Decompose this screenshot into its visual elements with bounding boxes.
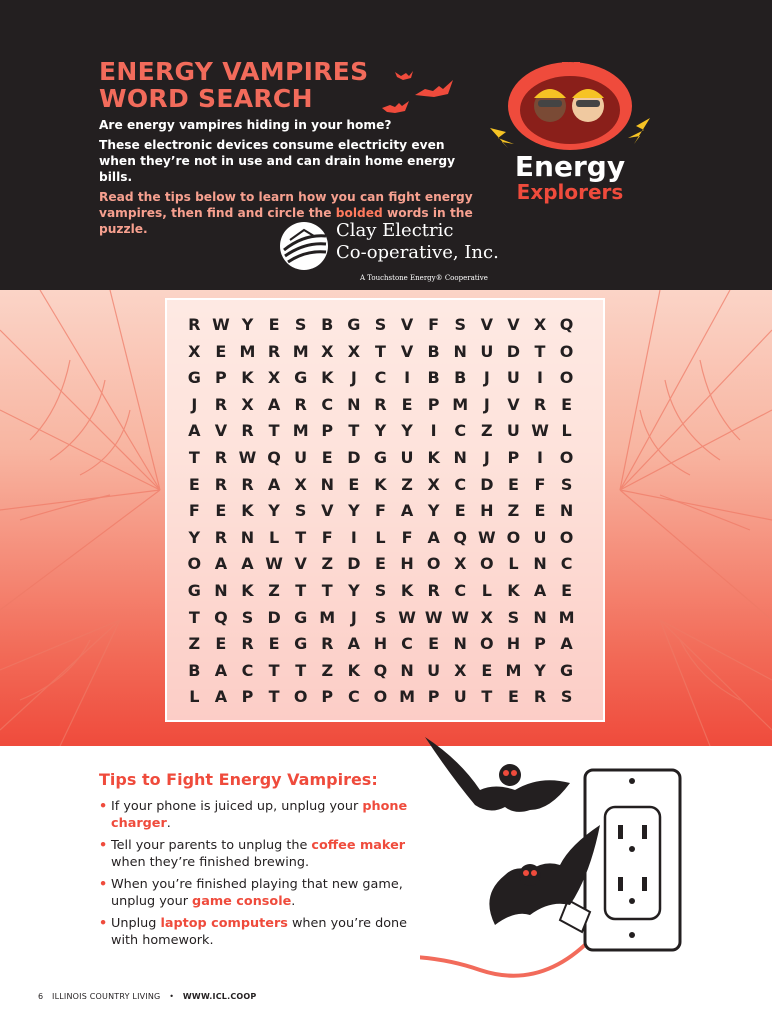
puzzle-letter[interactable]: O — [480, 554, 494, 574]
puzzle-letter[interactable]: P — [241, 687, 254, 707]
tip-text-pre: If your phone is juiced up, unplug your — [111, 799, 363, 814]
puzzle-letter[interactable]: U — [294, 447, 308, 467]
puzzle-letter[interactable]: N — [533, 607, 547, 627]
puzzle-letter[interactable]: R — [267, 341, 281, 361]
puzzle-letter[interactable]: Z — [481, 421, 493, 441]
clay-electric-name — [336, 220, 499, 264]
clay-electric-emblem-icon — [278, 220, 330, 272]
puzzle-letter[interactable]: X — [267, 368, 281, 388]
puzzle-letter[interactable]: E — [215, 634, 227, 654]
tip-item — [99, 876, 431, 910]
puzzle-letter[interactable]: U — [480, 341, 494, 361]
puzzle-letter[interactable]: Y — [348, 580, 360, 600]
puzzle-letter[interactable]: O — [559, 368, 574, 388]
puzzle-letter[interactable]: O — [559, 527, 574, 547]
puzzle-letter[interactable]: R — [294, 394, 307, 414]
puzzle-letter[interactable]: W — [424, 607, 443, 627]
puzzle-letter[interactable]: R — [214, 447, 228, 467]
tip-keyword: phone charger — [111, 799, 408, 831]
puzzle-letter[interactable]: K — [321, 368, 334, 388]
puzzle-letter[interactable]: E — [268, 315, 280, 334]
puzzle-letter[interactable]: C — [454, 421, 467, 441]
letter-grid[interactable] — [181, 312, 580, 711]
bullet: • — [99, 799, 108, 814]
puzzle-letter[interactable]: Y — [401, 421, 413, 441]
tips-section — [99, 770, 439, 954]
puzzle-letter[interactable]: G — [294, 634, 308, 654]
tip-text-post: when you’re done with homework. — [111, 916, 408, 948]
puzzle-letter[interactable]: I — [537, 447, 543, 467]
puzzle-letter[interactable]: Q — [373, 660, 388, 680]
puzzle-letter[interactable]: U — [453, 687, 467, 707]
puzzle-letter[interactable]: T — [295, 527, 307, 547]
puzzle-letter[interactable]: C — [454, 580, 467, 600]
puzzle-letter[interactable]: A — [400, 501, 414, 521]
explorers-logo-line-1: Energy — [514, 150, 626, 183]
puzzle-letter[interactable]: Y — [348, 501, 360, 521]
puzzle-letter[interactable]: O — [426, 554, 441, 574]
puzzle-letter[interactable]: W — [238, 447, 257, 467]
tip-text-pre: When you’re finished playing that new game, unplug your — [111, 877, 403, 909]
puzzle-letter[interactable]: L — [268, 527, 280, 547]
puzzle-letter[interactable]: G — [347, 315, 361, 334]
puzzle-letter[interactable]: D — [347, 447, 361, 467]
puzzle-letter[interactable]: H — [400, 554, 414, 574]
puzzle-letter[interactable]: K — [241, 580, 254, 600]
puzzle-letter[interactable]: R — [321, 634, 334, 654]
puzzle-letter[interactable]: V — [507, 315, 520, 334]
puzzle-letter[interactable]: R — [214, 474, 228, 494]
puzzle-letter[interactable]: T — [268, 687, 280, 707]
puzzle-letter[interactable]: F — [188, 501, 200, 521]
clay-name-line-2: Co-operative, Inc. — [336, 242, 499, 263]
puzzle-letter[interactable]: H — [373, 634, 388, 654]
tip-text-pre: Tell your parents to unplug the — [111, 838, 312, 853]
puzzle-letter[interactable]: D — [347, 554, 361, 574]
header-banner — [0, 0, 772, 290]
puzzle-letter[interactable]: E — [188, 474, 200, 494]
puzzle-letter[interactable]: E — [481, 660, 493, 680]
puzzle-letter[interactable]: X — [454, 660, 467, 680]
puzzle-letter[interactable]: C — [347, 687, 360, 707]
puzzle-letter[interactable]: N — [320, 474, 334, 494]
puzzle-letter[interactable]: Y — [188, 527, 201, 547]
power-cord-icon — [420, 940, 590, 990]
puzzle-letter[interactable]: W — [398, 607, 416, 627]
puzzle-letter[interactable]: F — [374, 501, 386, 521]
puzzle-letter[interactable]: Z — [401, 474, 413, 494]
puzzle-letter[interactable]: O — [559, 447, 574, 467]
puzzle-letter[interactable]: H — [480, 501, 494, 521]
puzzle-letter[interactable]: E — [401, 394, 413, 414]
puzzle-letter[interactable]: E — [534, 501, 546, 521]
puzzle-letter[interactable]: G — [294, 368, 308, 388]
puzzle-letter[interactable]: V — [507, 394, 520, 414]
puzzle-letter[interactable]: R — [374, 394, 387, 414]
puzzle-letter[interactable]: J — [483, 368, 490, 388]
intro-bolded-word: bolded — [335, 206, 383, 220]
puzzle-letter[interactable]: R — [214, 394, 228, 414]
puzzle-letter[interactable]: S — [374, 580, 387, 600]
puzzle-letter[interactable]: E — [507, 687, 519, 707]
puzzle-letter[interactable]: R — [241, 634, 254, 654]
puzzle-letter[interactable]: I — [430, 421, 437, 441]
puzzle-letter[interactable]: C — [560, 554, 573, 574]
puzzle-letter[interactable]: A — [241, 554, 254, 574]
puzzle-letter[interactable]: E — [454, 501, 466, 521]
puzzle-letter[interactable]: N — [453, 341, 467, 361]
puzzle-letter[interactable]: P — [534, 634, 546, 654]
puzzle-letter[interactable]: M — [558, 607, 575, 627]
puzzle-letter[interactable]: A — [560, 634, 573, 654]
touchstone-tagline: A Touchstone Energy® Cooperative — [360, 274, 488, 282]
puzzle-letter[interactable]: E — [561, 394, 573, 414]
puzzle-letter[interactable]: X — [188, 341, 201, 361]
puzzle-letter[interactable]: S — [560, 474, 573, 494]
puzzle-letter[interactable]: E — [215, 341, 227, 361]
puzzle-letter[interactable]: A — [214, 554, 228, 574]
puzzle-letter[interactable]: A — [347, 634, 361, 654]
puzzle-letter[interactable]: V — [321, 501, 334, 521]
bat-upper-icon — [425, 737, 570, 812]
puzzle-letter[interactable]: T — [188, 607, 200, 627]
tip-text-post: . — [166, 816, 171, 831]
puzzle-letter[interactable]: F — [428, 315, 440, 334]
puzzle-letter[interactable]: R — [188, 315, 201, 334]
puzzle-letter[interactable]: Y — [241, 315, 254, 334]
puzzle-letter[interactable]: Q — [453, 527, 468, 547]
puzzle-letter[interactable]: V — [294, 554, 307, 574]
puzzle-letter[interactable]: S — [454, 315, 466, 334]
title-line-1: ENERGY VAMPIRES — [99, 57, 369, 86]
word-search-board — [165, 298, 605, 722]
puzzle-letter[interactable]: U — [400, 447, 414, 467]
puzzle-letter[interactable]: S — [507, 607, 520, 627]
puzzle-letter[interactable]: V — [214, 421, 228, 441]
puzzle-letter[interactable]: U — [533, 527, 547, 547]
puzzle-letter[interactable]: O — [373, 687, 388, 707]
puzzle-letter[interactable]: B — [454, 368, 467, 388]
bullet: • — [99, 877, 108, 892]
puzzle-letter[interactable]: G — [560, 660, 574, 680]
puzzle-letter[interactable]: O — [506, 527, 521, 547]
puzzle-letter[interactable]: N — [400, 660, 414, 680]
footer-separator: • — [169, 992, 175, 1001]
puzzle-letter[interactable]: Z — [321, 554, 334, 574]
puzzle-letter[interactable]: J — [350, 607, 357, 627]
puzzle-letter[interactable]: U — [427, 660, 441, 680]
puzzle-letter[interactable]: E — [321, 447, 333, 467]
puzzle-letter[interactable]: S — [241, 607, 254, 627]
puzzle-letter[interactable]: R — [241, 474, 254, 494]
page-number: 6 — [38, 992, 44, 1001]
puzzle-letter[interactable]: O — [187, 554, 202, 574]
puzzle-letter[interactable]: N — [453, 634, 467, 654]
puzzle-letter[interactable]: R — [427, 580, 440, 600]
intro-instructions-part-b: words in the puzzle. — [99, 206, 473, 236]
puzzle-letter[interactable]: D — [480, 474, 494, 494]
tip-text-pre: Unplug — [111, 916, 161, 931]
puzzle-letter[interactable]: E — [374, 554, 386, 574]
puzzle-letter[interactable]: W — [265, 554, 283, 574]
puzzle-letter[interactable]: K — [241, 501, 254, 521]
puzzle-letter[interactable]: A — [533, 580, 547, 600]
puzzle-letter[interactable]: B — [427, 368, 440, 388]
puzzle-letter[interactable]: T — [268, 660, 280, 680]
puzzle-letter[interactable]: W — [212, 315, 230, 334]
puzzle-letter[interactable]: M — [292, 341, 309, 361]
puzzle-letter[interactable]: R — [241, 421, 254, 441]
puzzle-letter[interactable]: R — [533, 394, 547, 414]
puzzle-letter[interactable]: U — [506, 421, 520, 441]
puzzle-letter[interactable]: S — [374, 607, 387, 627]
puzzle-letter[interactable]: O — [293, 687, 308, 707]
intro-question: Are energy vampires hiding in your home? — [99, 118, 392, 132]
puzzle-letter[interactable]: A — [214, 687, 228, 707]
page-footer — [38, 992, 256, 1001]
puzzle-letter[interactable]: E — [268, 634, 280, 654]
puzzle-letter[interactable]: K — [241, 368, 254, 388]
puzzle-letter[interactable]: H — [506, 634, 521, 654]
puzzle-letter[interactable]: X — [427, 474, 440, 494]
puzzle-letter[interactable]: N — [559, 501, 574, 521]
puzzle-letter[interactable]: A — [214, 660, 228, 680]
bullet: • — [99, 838, 108, 853]
puzzle-letter[interactable]: T — [348, 421, 360, 441]
puzzle-letter[interactable]: T — [268, 421, 280, 441]
puzzle-letter[interactable]: N — [533, 554, 547, 574]
magazine-url[interactable]: WWW.ICL.COOP — [182, 992, 257, 1001]
puzzle-letter[interactable]: Z — [188, 634, 201, 654]
bullet: • — [99, 916, 108, 931]
tip-keyword: game console — [192, 894, 292, 909]
puzzle-letter[interactable]: I — [404, 368, 411, 388]
puzzle-letter[interactable]: M — [452, 394, 469, 414]
puzzle-letter[interactable]: U — [506, 368, 520, 388]
puzzle-letter[interactable]: L — [189, 687, 200, 707]
puzzle-letter[interactable]: S — [294, 315, 307, 334]
puzzle-letter[interactable]: P — [507, 447, 520, 467]
puzzle-letter[interactable]: G — [373, 447, 388, 467]
puzzle-letter[interactable]: X — [480, 607, 493, 627]
tip-item — [99, 837, 431, 871]
puzzle-letter[interactable]: N — [453, 447, 467, 467]
puzzle-letter[interactable]: P — [321, 687, 334, 707]
energy-explorers-logo — [470, 58, 670, 208]
puzzle-letter[interactable]: Y — [268, 501, 280, 521]
tip-item — [99, 798, 431, 832]
puzzle-letter[interactable]: R — [214, 527, 228, 547]
puzzle-letter[interactable]: T — [188, 447, 200, 467]
puzzle-letter[interactable]: T — [481, 687, 493, 707]
puzzle-letter[interactable]: S — [560, 687, 573, 707]
puzzle-letter[interactable]: O — [480, 634, 494, 654]
tips-heading: Tips to Fight Energy Vampires: — [99, 770, 378, 789]
puzzle-letter[interactable]: R — [533, 687, 547, 707]
puzzle-letter[interactable]: P — [427, 687, 440, 707]
puzzle-letter[interactable]: L — [481, 580, 492, 600]
puzzle-letter[interactable]: C — [454, 474, 467, 494]
puzzle-letter[interactable]: F — [534, 474, 546, 494]
puzzle-letter[interactable]: C — [401, 634, 413, 654]
page-title — [99, 58, 368, 112]
puzzle-letter[interactable]: J — [191, 394, 198, 414]
puzzle-letter[interactable]: W — [478, 527, 496, 547]
puzzle-letter[interactable]: Y — [534, 660, 546, 680]
puzzle-letter[interactable]: W — [531, 421, 549, 441]
clay-electric-logo — [278, 218, 508, 288]
puzzle-letter[interactable]: X — [533, 315, 547, 334]
puzzle-letter[interactable]: M — [319, 607, 336, 627]
clay-name-line-1: Clay Electric — [336, 220, 454, 241]
puzzle-letter[interactable]: Z — [507, 501, 520, 521]
puzzle-letter[interactable]: I — [350, 527, 357, 547]
puzzle-letter[interactable]: X — [241, 394, 254, 414]
puzzle-letter[interactable]: N — [214, 580, 228, 600]
puzzle-letter[interactable]: K — [507, 580, 520, 600]
intro-description: These electronic devices consume electricity even when they’re not in use and can drain home energy bills. — [99, 138, 456, 184]
puzzle-letter[interactable]: K — [400, 580, 414, 600]
puzzle-letter[interactable]: J — [350, 368, 357, 388]
puzzle-letter[interactable]: L — [508, 554, 519, 574]
puzzle-section — [0, 290, 772, 746]
puzzle-letter[interactable]: Q — [214, 607, 228, 627]
puzzle-letter[interactable]: N — [240, 527, 255, 547]
puzzle-letter[interactable]: M — [239, 341, 256, 361]
puzzle-letter[interactable]: G — [294, 607, 308, 627]
puzzle-letter[interactable]: T — [534, 341, 546, 361]
tip-text-post: when they’re finished brewing. — [111, 855, 310, 870]
puzzle-letter[interactable]: T — [295, 660, 307, 680]
puzzle-letter[interactable]: X — [454, 554, 467, 574]
puzzle-letter[interactable]: C — [374, 368, 387, 388]
puzzle-letter[interactable]: B — [427, 341, 440, 361]
puzzle-letter[interactable]: Q — [559, 315, 574, 334]
puzzle-letter[interactable]: T — [374, 341, 386, 361]
puzzle-letter[interactable]: X — [321, 341, 334, 361]
puzzle-letter[interactable]: D — [267, 607, 281, 627]
puzzle-letter[interactable]: N — [347, 394, 361, 414]
puzzle-letter[interactable]: E — [561, 580, 573, 600]
puzzle-letter[interactable]: C — [241, 660, 254, 680]
puzzle-letter[interactable]: F — [321, 527, 333, 547]
puzzle-letter[interactable]: K — [374, 474, 387, 494]
puzzle-letter[interactable]: E — [215, 501, 227, 521]
puzzle-letter[interactable]: Q — [267, 447, 281, 467]
puzzle-letter[interactable]: P — [215, 368, 227, 388]
tip-text-post: . — [291, 894, 296, 909]
puzzle-letter[interactable]: V — [400, 341, 414, 361]
puzzle-letter[interactable]: Y — [427, 501, 440, 521]
puzzle-letter[interactable]: F — [401, 527, 413, 547]
puzzle-letter[interactable]: S — [294, 501, 307, 521]
puzzle-letter[interactable]: X — [347, 341, 361, 361]
puzzle-letter[interactable]: M — [399, 687, 415, 707]
puzzle-letter[interactable]: L — [561, 421, 572, 441]
puzzle-letter[interactable]: A — [267, 474, 281, 494]
puzzle-letter[interactable]: K — [347, 660, 361, 680]
bats-and-outlet-illustration — [420, 735, 720, 1005]
puzzle-letter[interactable]: C — [321, 394, 334, 414]
puzzle-letter[interactable]: Z — [321, 660, 334, 680]
puzzle-letter[interactable]: Y — [374, 421, 387, 441]
puzzle-letter[interactable]: B — [321, 315, 334, 334]
puzzle-letter[interactable]: W — [451, 607, 470, 627]
puzzle-letter[interactable]: A — [267, 394, 281, 414]
puzzle-letter[interactable]: J — [483, 447, 490, 467]
puzzle-letter[interactable]: P — [321, 421, 334, 441]
puzzle-letter[interactable]: J — [483, 394, 490, 414]
puzzle-letter[interactable]: G — [187, 580, 201, 600]
puzzle-letter[interactable]: I — [537, 368, 543, 388]
puzzle-letter[interactable]: P — [427, 394, 440, 414]
tip-item — [99, 915, 431, 949]
puzzle-letter[interactable]: G — [187, 368, 201, 388]
title-line-2: WORD SEARCH — [99, 84, 313, 113]
puzzle-letter[interactable]: X — [294, 474, 307, 494]
puzzle-letter[interactable]: L — [375, 527, 386, 547]
puzzle-letter[interactable]: V — [400, 315, 414, 334]
puzzle-letter[interactable]: Z — [268, 580, 280, 600]
intro-instructions-part-a: Read the tips below to learn how you can fight energy vampires, then find and circle the — [99, 190, 473, 220]
puzzle-letter[interactable]: K — [427, 447, 440, 467]
puzzle-letter[interactable]: D — [506, 341, 521, 361]
puzzle-letter[interactable]: M — [292, 421, 309, 441]
puzzle-letter[interactable]: T — [321, 580, 333, 600]
tip-keyword: coffee maker — [311, 838, 406, 853]
tip-keyword: laptop computers — [160, 916, 288, 931]
puzzle-letter[interactable]: E — [348, 474, 360, 494]
puzzle-letter[interactable]: S — [374, 315, 387, 334]
puzzle-letter[interactable]: V — [480, 315, 494, 334]
puzzle-letter[interactable]: E — [428, 634, 440, 654]
puzzle-letter[interactable]: A — [188, 421, 201, 441]
puzzle-letter[interactable]: M — [505, 660, 522, 680]
puzzle-letter[interactable]: T — [295, 580, 307, 600]
puzzle-letter[interactable]: A — [427, 527, 440, 547]
puzzle-letter[interactable]: E — [507, 474, 519, 494]
explorers-logo-line-2: Explorers — [516, 180, 624, 204]
puzzle-letter[interactable]: B — [188, 660, 201, 680]
puzzle-letter[interactable]: O — [559, 341, 574, 361]
magazine-name: ILLINOIS COUNTRY LIVING — [52, 992, 161, 1001]
